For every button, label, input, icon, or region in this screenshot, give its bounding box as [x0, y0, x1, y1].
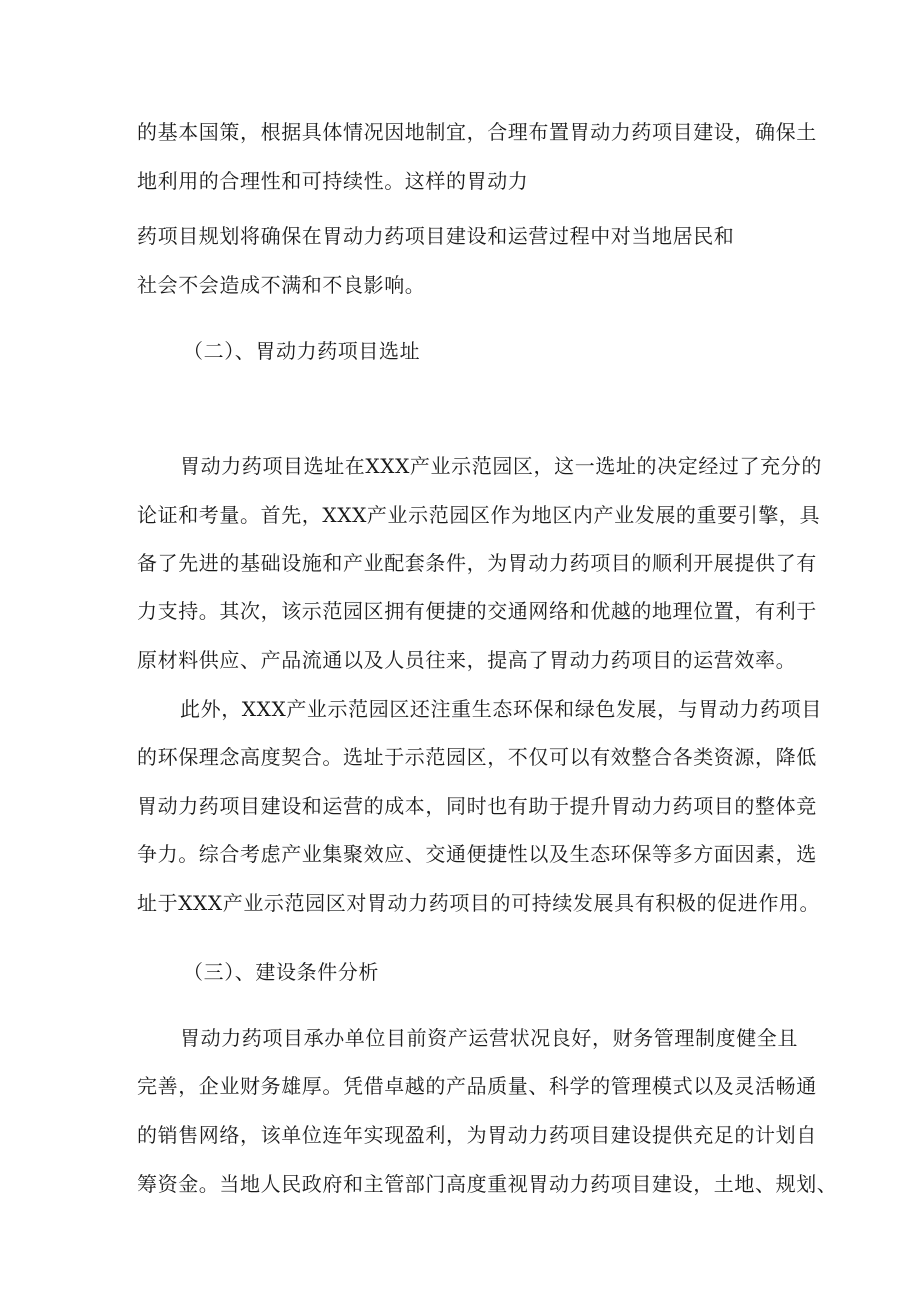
text-line: 力支持。其次，该示范园区拥有便捷的交通网络和优越的地理位置，有利于 [137, 599, 817, 623]
text-line: 备了先进的基础设施和产业配套条件，为胃动力药项目的顺利开展提供了有 [137, 551, 817, 575]
text-line: 的销售网络，该单位连年实现盈利，为胃动力药项目建设提供充足的计划自 [137, 1123, 817, 1147]
text-line: 地利用的合理性和可持续性。这样的胃动力 [137, 169, 529, 193]
text-line: 的基本国策，根据具体情况因地制宜，合理布置胃动力药项目建设，确保土 [137, 120, 817, 144]
text-line: 论证和考量。首先，XXX产业示范园区作为地区内产业发展的重要引擎，具 [137, 503, 821, 527]
text-line: 此外，XXX产业示范园区还注重生态环保和绿色发展，与胃动力药项目 [180, 697, 822, 721]
text-line: 址于XXX产业示范园区对胃动力药项目的可持续发展具有积极的促进作用。 [137, 891, 821, 915]
text-line: 胃动力药项目选址在XXX产业示范园区，这一选址的决定经过了充分的 [180, 454, 822, 478]
section-heading: （三）、建设条件分析 [183, 960, 379, 984]
text-line: 胃动力药项目承办单位目前资产运营状况良好，财务管理制度健全且 [180, 1026, 798, 1050]
text-line: 完善，企业财务雄厚。凭借卓越的产品质量、科学的管理模式以及灵活畅通 [137, 1074, 817, 1098]
text-line: 社会不会造成不满和不良影响。 [137, 273, 426, 297]
text-line: 原材料供应、产品流通以及人员往来，提高了胃动力药项目的运营效率。 [137, 648, 797, 672]
text-line: 筹资金。当地人民政府和主管部门高度重视胃动力药项目建设，土地、规划、 [137, 1172, 838, 1196]
section-heading: （二）、胃动力药项目选址 [183, 339, 421, 363]
text-line: 的环保理念高度契合。选址于示范园区，不仅可以有效整合各类资源，降低 [137, 745, 817, 769]
text-line: 胃动力药项目建设和运营的成本，同时也有助于提升胃动力药项目的整体竞 [137, 794, 817, 818]
text-line: 争力。综合考虑产业集聚效应、交通便捷性以及生态环保等多方面因素，选 [137, 842, 817, 866]
text-line: 药项目规划将确保在胃动力药项目建设和运营过程中对当地居民和 [137, 224, 735, 248]
